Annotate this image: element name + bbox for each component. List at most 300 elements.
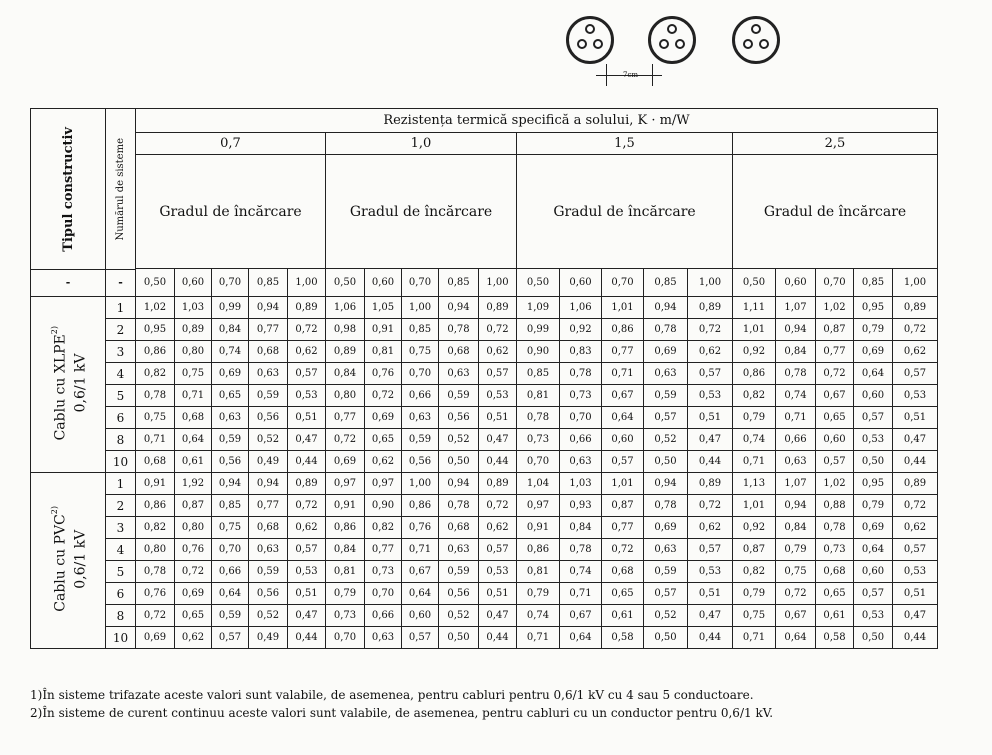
- factor-cell: 1,02: [816, 473, 854, 495]
- factor-cell: 0,94: [644, 297, 688, 319]
- factor-cell: 0,89: [688, 297, 733, 319]
- factor-cell: 0,61: [602, 605, 644, 627]
- factor-cell: 0,56: [439, 407, 479, 429]
- factor-cell: 0,69: [365, 407, 402, 429]
- resistance-value: 1,0: [326, 133, 517, 155]
- factor-cell: 0,83: [560, 341, 602, 363]
- factor-cell: 0,63: [439, 363, 479, 385]
- table-row: [31, 605, 938, 627]
- cable-type-label: Cablu cu PVC: [52, 514, 69, 612]
- factor-cell: 0,44: [479, 451, 517, 473]
- factor-cell: 0,64: [854, 363, 893, 385]
- factor-cell: 1,06: [560, 297, 602, 319]
- factor-cell: 0,84: [776, 341, 816, 363]
- factor-cell: 0,51: [288, 407, 326, 429]
- factor-cell: 0,47: [479, 605, 517, 627]
- factor-cell: 0,86: [733, 363, 776, 385]
- factor-cell: 0,59: [212, 605, 249, 627]
- factor-cell: 0,86: [326, 517, 365, 539]
- factor-cell: 0,47: [688, 429, 733, 451]
- factor-cell: 0,63: [439, 539, 479, 561]
- factor-cell: 0,53: [479, 385, 517, 407]
- factor-cell: 0,44: [688, 451, 733, 473]
- systems-count: 4: [106, 363, 136, 385]
- factor-cell: 0,71: [776, 407, 816, 429]
- factor-cell: 0,64: [212, 583, 249, 605]
- table-row: [31, 429, 938, 451]
- factor-cell: 0,79: [326, 583, 365, 605]
- factor-cell: 0,63: [365, 627, 402, 649]
- factor-cell: 0,71: [517, 627, 560, 649]
- factor-cell: 0,61: [816, 605, 854, 627]
- factor-cell: 0,74: [212, 341, 249, 363]
- factor-cell: 0,57: [402, 627, 439, 649]
- factor-cell: 0,51: [893, 583, 938, 605]
- factor-cell: 1,04: [517, 473, 560, 495]
- factor-cell: 0,50: [854, 451, 893, 473]
- factor-cell: 0,57: [854, 583, 893, 605]
- factor-cell: 0,71: [733, 627, 776, 649]
- resistance-value: 0,7: [136, 133, 326, 155]
- factor-cell: 0,72: [479, 319, 517, 341]
- factor-cell: 0,44: [688, 627, 733, 649]
- factor-cell: 1,05: [365, 297, 402, 319]
- systems-count: 1: [106, 297, 136, 319]
- factor-cell: 0,77: [365, 539, 402, 561]
- factor-cell: 1,01: [733, 319, 776, 341]
- factor-cell: 0,75: [136, 407, 175, 429]
- factor-cell: 0,49: [249, 627, 288, 649]
- factor-cell: 0,57: [893, 539, 938, 561]
- factor-cell: 0,44: [288, 451, 326, 473]
- factor-cell: 0,87: [175, 495, 212, 517]
- factor-cell: 0,67: [816, 385, 854, 407]
- factor-cell: 0,78: [439, 319, 479, 341]
- factor-cell: 0,53: [688, 561, 733, 583]
- factor-cell: 0,81: [326, 561, 365, 583]
- factor-cell: 1,07: [776, 473, 816, 495]
- factor-cell: 0,64: [560, 627, 602, 649]
- factor-cell: 0,63: [560, 451, 602, 473]
- factor-cell: 0,58: [816, 627, 854, 649]
- load-factor-header: 0,85: [439, 269, 479, 297]
- cable-type-footnote-mark: 2): [50, 506, 60, 515]
- factor-cell: 0,66: [560, 429, 602, 451]
- factor-cell: 0,69: [854, 517, 893, 539]
- factor-cell: 0,60: [402, 605, 439, 627]
- factor-cell: 0,51: [288, 583, 326, 605]
- load-factor-header: 0,70: [602, 269, 644, 297]
- factor-cell: 0,72: [175, 561, 212, 583]
- factor-cell: 0,66: [365, 605, 402, 627]
- factor-cell: 0,87: [733, 539, 776, 561]
- systems-count: 4: [106, 539, 136, 561]
- factor-cell: 0,62: [479, 517, 517, 539]
- factor-cell: 0,89: [688, 473, 733, 495]
- factor-cell: 0,73: [365, 561, 402, 583]
- factor-cell: 0,62: [365, 451, 402, 473]
- load-factor-header: 0,60: [175, 269, 212, 297]
- factor-cell: 0,89: [479, 297, 517, 319]
- factor-cell: 0,61: [175, 451, 212, 473]
- factor-cell: 0,57: [479, 363, 517, 385]
- factor-cell: 1,00: [402, 473, 439, 495]
- load-factor-header: 0,85: [644, 269, 688, 297]
- factor-cell: 0,65: [175, 605, 212, 627]
- factor-cell: 0,56: [439, 583, 479, 605]
- factor-cell: 0,94: [439, 473, 479, 495]
- factor-cell: 0,62: [288, 341, 326, 363]
- table-row: [31, 539, 938, 561]
- resistance-value: 1,5: [517, 133, 733, 155]
- systems-count: 6: [106, 583, 136, 605]
- factor-cell: 0,81: [365, 341, 402, 363]
- factor-cell: 1,13: [733, 473, 776, 495]
- table-row: [31, 385, 938, 407]
- factor-cell: 0,57: [644, 583, 688, 605]
- load-factor-header: 0,50: [733, 269, 776, 297]
- factor-cell: 0,57: [816, 451, 854, 473]
- factor-cell: 0,67: [776, 605, 816, 627]
- factor-cell: 0,59: [402, 429, 439, 451]
- factor-cell: 0,67: [560, 605, 602, 627]
- factor-cell: 0,59: [644, 561, 688, 583]
- factor-cell: 0,52: [249, 429, 288, 451]
- factor-cell: 0,91: [326, 495, 365, 517]
- factor-cell: 0,44: [288, 627, 326, 649]
- factor-cell: 0,78: [136, 561, 175, 583]
- factor-cell: 1,02: [136, 297, 175, 319]
- factor-cell: 0,64: [776, 627, 816, 649]
- cable-cross-section-icon: [732, 16, 780, 64]
- factor-cell: 0,78: [644, 319, 688, 341]
- factor-cell: 0,77: [249, 495, 288, 517]
- factor-cell: 0,70: [560, 407, 602, 429]
- factor-cell: 0,79: [854, 319, 893, 341]
- factor-cell: 0,52: [249, 605, 288, 627]
- factor-cell: 0,97: [365, 473, 402, 495]
- systems-count: 3: [106, 341, 136, 363]
- factor-cell: 0,98: [326, 319, 365, 341]
- factor-cell: 0,89: [288, 297, 326, 319]
- factor-cell: 0,68: [249, 517, 288, 539]
- factor-cell: 1,03: [175, 297, 212, 319]
- factor-cell: 0,77: [602, 517, 644, 539]
- factor-cell: 0,89: [326, 341, 365, 363]
- factor-cell: 0,65: [602, 583, 644, 605]
- factor-cell: 0,72: [326, 429, 365, 451]
- factor-cell: 0,57: [288, 363, 326, 385]
- factor-cell: 0,60: [816, 429, 854, 451]
- table-row: [31, 341, 938, 363]
- factor-cell: 0,95: [854, 473, 893, 495]
- factor-cell: 0,69: [854, 341, 893, 363]
- factor-cell: 0,69: [175, 583, 212, 605]
- systems-count: 5: [106, 561, 136, 583]
- cable-voltage-label: 0,6/1 kV: [72, 353, 89, 413]
- load-factor-header: 0,70: [212, 269, 249, 297]
- factor-cell: 0,80: [136, 539, 175, 561]
- table-row: [31, 407, 938, 429]
- footnotes: [30, 686, 773, 722]
- factor-cell: 0,75: [402, 341, 439, 363]
- factor-cell: 0,56: [212, 451, 249, 473]
- systems-count: 2: [106, 319, 136, 341]
- dimension-label: 7cm: [623, 71, 639, 79]
- systems-placeholder: -: [106, 269, 135, 296]
- systems-count: 8: [106, 605, 136, 627]
- load-factor-header: 0,70: [402, 269, 439, 297]
- factor-cell: 0,57: [644, 407, 688, 429]
- factor-cell: 0,64: [175, 429, 212, 451]
- table-row: [31, 297, 938, 319]
- factor-cell: 0,94: [439, 297, 479, 319]
- factor-cell: 0,50: [854, 627, 893, 649]
- systems-count: 8: [106, 429, 136, 451]
- factor-cell: 0,78: [776, 363, 816, 385]
- factor-cell: 0,69: [136, 627, 175, 649]
- factor-cell: 0,68: [249, 341, 288, 363]
- factor-cell: 0,94: [644, 473, 688, 495]
- load-factor-header: 0,85: [249, 269, 288, 297]
- resistance-value: 2,5: [733, 133, 938, 155]
- factor-cell: 0,97: [326, 473, 365, 495]
- factor-cell: 0,93: [560, 495, 602, 517]
- factor-cell: 0,72: [776, 583, 816, 605]
- factor-cell: 0,62: [688, 517, 733, 539]
- factor-cell: 0,86: [602, 319, 644, 341]
- factor-cell: 0,89: [288, 473, 326, 495]
- factor-cell: 0,94: [249, 473, 288, 495]
- systems-count: 3: [106, 517, 136, 539]
- factor-cell: 0,75: [776, 561, 816, 583]
- factor-cell: 0,84: [326, 363, 365, 385]
- factor-cell: 0,59: [439, 561, 479, 583]
- factor-cell: 0,78: [439, 495, 479, 517]
- load-factor-header: 0,60: [776, 269, 816, 297]
- factor-cell: 0,59: [249, 561, 288, 583]
- factor-cell: 1,07: [776, 297, 816, 319]
- factor-cell: 0,57: [854, 407, 893, 429]
- factor-cell: 0,89: [175, 319, 212, 341]
- factor-cell: 0,52: [439, 605, 479, 627]
- resistance-title: Rezistența termică specifică a solului, K · m/W: [136, 109, 938, 133]
- systems-count: 2: [106, 495, 136, 517]
- factor-cell: 0,79: [733, 407, 776, 429]
- factor-cell: 0,68: [816, 561, 854, 583]
- factor-cell: 0,72: [816, 363, 854, 385]
- factor-cell: 0,78: [560, 539, 602, 561]
- factor-cell: 0,70: [402, 363, 439, 385]
- factor-cell: 0,77: [249, 319, 288, 341]
- factor-cell: 0,92: [733, 341, 776, 363]
- cable-type-label: Cablu cu XLPE: [52, 334, 69, 441]
- factor-cell: 0,81: [517, 561, 560, 583]
- factor-cell: 1,92: [175, 473, 212, 495]
- factor-cell: 0,62: [893, 341, 938, 363]
- factor-cell: 0,47: [893, 429, 938, 451]
- factor-cell: 0,72: [688, 495, 733, 517]
- factor-cell: 0,57: [212, 627, 249, 649]
- factor-cell: 0,59: [439, 385, 479, 407]
- factor-cell: 0,91: [365, 319, 402, 341]
- factor-cell: 0,73: [560, 385, 602, 407]
- factor-cell: 0,95: [854, 297, 893, 319]
- factor-cell: 0,86: [136, 341, 175, 363]
- factor-cell: 1,01: [602, 297, 644, 319]
- factor-cell: 0,62: [688, 341, 733, 363]
- load-factor-header: 1,00: [288, 269, 326, 297]
- factor-cell: 0,71: [602, 363, 644, 385]
- factor-cell: 1,01: [733, 495, 776, 517]
- load-degree-label: Gradul de încărcare: [136, 155, 326, 269]
- factor-cell: 0,57: [288, 539, 326, 561]
- type-header: Tipul constructiv: [60, 126, 76, 252]
- systems-count: 5: [106, 385, 136, 407]
- factor-cell: 1,09: [517, 297, 560, 319]
- factor-cell: 0,53: [288, 385, 326, 407]
- factor-cell: 0,80: [326, 385, 365, 407]
- factor-cell: 0,52: [439, 429, 479, 451]
- factor-cell: 0,91: [136, 473, 175, 495]
- factor-cell: 0,74: [560, 561, 602, 583]
- factor-cell: 0,79: [776, 539, 816, 561]
- factor-cell: 0,56: [402, 451, 439, 473]
- factor-cell: 0,75: [175, 363, 212, 385]
- factor-cell: 0,72: [365, 385, 402, 407]
- factor-cell: 0,92: [733, 517, 776, 539]
- factor-cell: 0,89: [479, 473, 517, 495]
- factor-cell: 0,68: [439, 517, 479, 539]
- factor-cell: 0,62: [893, 517, 938, 539]
- factor-cell: 0,94: [212, 473, 249, 495]
- type-placeholder: -: [31, 269, 105, 296]
- load-degree-label: Gradul de încărcare: [326, 155, 517, 269]
- factor-cell: 0,56: [249, 407, 288, 429]
- systems-header-cell: [106, 109, 136, 297]
- factor-cell: 0,64: [602, 407, 644, 429]
- factor-cell: 0,53: [893, 385, 938, 407]
- factor-cell: 0,62: [479, 341, 517, 363]
- factor-cell: 0,66: [212, 561, 249, 583]
- factor-cell: 0,71: [733, 451, 776, 473]
- factor-cell: 0,97: [517, 495, 560, 517]
- factor-cell: 0,77: [326, 407, 365, 429]
- factor-cell: 0,47: [688, 605, 733, 627]
- factor-cell: 0,67: [602, 385, 644, 407]
- factor-cell: 0,87: [816, 319, 854, 341]
- cable-type-footnote-mark: 2): [50, 325, 60, 335]
- factor-cell: 0,76: [136, 583, 175, 605]
- load-factor-header: 1,00: [893, 269, 938, 297]
- factor-cell: 0,50: [644, 627, 688, 649]
- factor-cell: 0,72: [136, 605, 175, 627]
- cable-layout-diagram: [560, 8, 800, 88]
- factor-cell: 0,68: [175, 407, 212, 429]
- factor-cell: 0,84: [326, 539, 365, 561]
- factor-cell: 0,72: [893, 495, 938, 517]
- factor-cell: 0,63: [776, 451, 816, 473]
- systems-count: 10: [106, 451, 136, 473]
- factor-cell: 0,94: [776, 319, 816, 341]
- factor-cell: 0,90: [517, 341, 560, 363]
- factor-cell: 0,87: [602, 495, 644, 517]
- factor-cell: 0,88: [816, 495, 854, 517]
- derating-factors-table: [30, 108, 938, 649]
- load-factor-header: 1,00: [688, 269, 733, 297]
- factor-cell: 0,53: [854, 605, 893, 627]
- table-row: [31, 473, 938, 495]
- factor-cell: 0,86: [517, 539, 560, 561]
- factor-cell: 0,99: [212, 297, 249, 319]
- cable-type-cell: [31, 473, 106, 649]
- factor-cell: 0,79: [733, 583, 776, 605]
- factor-cell: 0,57: [688, 363, 733, 385]
- factor-cell: 0,71: [175, 385, 212, 407]
- factor-cell: 0,86: [402, 495, 439, 517]
- factor-cell: 0,52: [644, 429, 688, 451]
- load-factor-header: 1,00: [479, 269, 517, 297]
- factor-cell: 0,60: [854, 561, 893, 583]
- factor-cell: 0,63: [212, 407, 249, 429]
- factor-cell: 0,69: [326, 451, 365, 473]
- factor-cell: 0,52: [644, 605, 688, 627]
- factor-cell: 0,89: [893, 297, 938, 319]
- factor-cell: 0,65: [212, 385, 249, 407]
- factor-cell: 0,58: [602, 627, 644, 649]
- factor-cell: 0,44: [893, 627, 938, 649]
- factor-cell: 0,51: [479, 583, 517, 605]
- factor-cell: 0,82: [136, 517, 175, 539]
- factor-cell: 0,56: [249, 583, 288, 605]
- type-header-cell: [31, 109, 106, 297]
- factor-cell: 0,92: [560, 319, 602, 341]
- table-row: [31, 517, 938, 539]
- factor-cell: 0,70: [212, 539, 249, 561]
- load-degree-label: Gradul de încărcare: [733, 155, 938, 269]
- factor-cell: 0,53: [288, 561, 326, 583]
- factor-cell: 0,76: [365, 363, 402, 385]
- factor-cell: 0,59: [249, 385, 288, 407]
- factor-cell: 0,44: [893, 451, 938, 473]
- factor-cell: 0,91: [517, 517, 560, 539]
- factor-cell: 0,73: [517, 429, 560, 451]
- table-row: [31, 363, 938, 385]
- factor-cell: 0,73: [816, 539, 854, 561]
- factor-cell: 0,66: [776, 429, 816, 451]
- factor-cell: 0,76: [402, 517, 439, 539]
- factor-cell: 0,47: [288, 605, 326, 627]
- factor-cell: 0,44: [479, 627, 517, 649]
- factor-cell: 0,49: [249, 451, 288, 473]
- factor-cell: 0,84: [776, 517, 816, 539]
- factor-cell: 1,06: [326, 297, 365, 319]
- factor-cell: 0,51: [479, 407, 517, 429]
- load-factor-header: 0,85: [854, 269, 893, 297]
- factor-cell: 0,65: [816, 583, 854, 605]
- factor-cell: 0,69: [644, 341, 688, 363]
- systems-header: Numărul de sisteme: [115, 137, 126, 241]
- factor-cell: 0,60: [602, 429, 644, 451]
- factor-cell: 0,60: [854, 385, 893, 407]
- factor-cell: 0,65: [365, 429, 402, 451]
- load-degree-label: Gradul de încărcare: [517, 155, 733, 269]
- cable-type-cell: [31, 297, 106, 473]
- factor-cell: 0,85: [517, 363, 560, 385]
- factor-cell: 0,89: [893, 473, 938, 495]
- factor-cell: 0,79: [517, 583, 560, 605]
- factor-cell: 0,69: [212, 363, 249, 385]
